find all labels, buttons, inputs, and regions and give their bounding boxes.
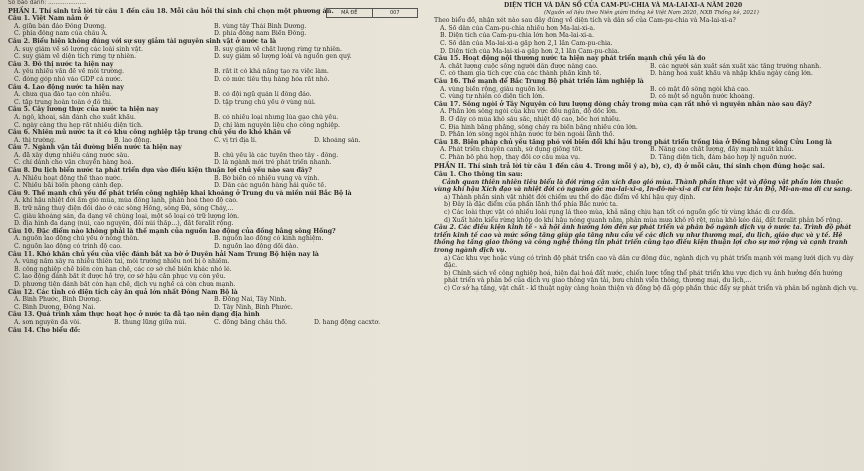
answer-option: B. Đồng Nai, Tây Ninh. bbox=[214, 296, 287, 304]
answer-option: D. là ngành mới trẻ phát triển nhanh. bbox=[214, 159, 332, 167]
answer-option: B. Bờ biển có nhiều vụng và vịnh. bbox=[214, 174, 320, 182]
answer-option: C. chỉ dành cho vận chuyển hàng hoá. bbox=[14, 159, 134, 167]
q16-answer: A. vùng biển rộng, giàu nguồn lợi. bbox=[440, 85, 547, 93]
question-prompt: Câu 6. Nhiên mũ nước ta ít có khu công nghiệp tập trung chủ yếu do khó khăn về bbox=[8, 129, 292, 137]
question-prompt: Câu 14. Cho biểu đồ: bbox=[8, 326, 81, 334]
answer-group bbox=[8, 319, 416, 327]
q17-answer: C. Địa hình bằng phẳng, sông chảy ra biển bằng nhiều cửa lớn. bbox=[440, 123, 638, 131]
q14-answer: D. Diện tích của Ma-lai-xi-a gấp hơn 2,1 lần Cam-pu-chia. bbox=[440, 47, 620, 55]
answer-option: D. địa hình đa dạng (núi, cao nguyên, đồi núi thấp...), đất feralit rộng. bbox=[14, 220, 234, 228]
q18-answer: C. Phân bố phù hợp, thay đổi cơ cấu mùa vụ. bbox=[440, 153, 581, 161]
question-prompt: Câu 8. Du lịch biển nước ta phát triển dựa vào điều kiện thuận lợi chủ yếu nào sau đây? bbox=[8, 167, 313, 175]
answer-option: A. nguồn lao động chủ yếu ở nông thôn. bbox=[14, 235, 140, 243]
candidate-number-label: Số báo danh: ..................... bbox=[8, 0, 87, 6]
answer-option: D. tập trung chủ yếu ở vùng núi. bbox=[214, 98, 316, 106]
answer-option: A. chưa qua đào tạo còn nhiều. bbox=[14, 91, 112, 99]
answer-option: B. công nghiệp chế biến còn hạn chế, các cơ sở chế biến khác nhỏ lẻ. bbox=[14, 265, 232, 273]
answer-option: A. giữa bán đảo Đông Dương. bbox=[14, 22, 107, 30]
answer-group bbox=[8, 235, 416, 250]
q15-answer: B. các người sản xuất sản xuất xác tăng trưởng nhanh. bbox=[650, 62, 822, 70]
answer-option: D. phương tiện đánh bắt còn hạn chế, dịch vụ nghề cá còn chưa mạnh. bbox=[14, 280, 236, 288]
question-list bbox=[8, 15, 416, 334]
chart-title: DIỆN TÍCH VÀ DÂN SỐ CỦA CAM-PU-CHIA VÀ MA-LAI-XI-A NĂM 2020 bbox=[504, 2, 743, 9]
answer-option: C. ngày càng thu hẹp rất nhiều diện tích. bbox=[14, 121, 143, 129]
answer-option: C. tập trung hoàn toàn ở đô thị. bbox=[14, 98, 113, 106]
answer-option: C. đóng góp nhỏ vào GDP cả nước. bbox=[14, 75, 123, 83]
answer-option: A. Nhiều hoạt động thể thao nước. bbox=[14, 174, 123, 182]
answer-option: B. nguồn lao động có kinh nghiệm. bbox=[214, 235, 324, 243]
answer-option: C. Nhiều bãi biển phong cảnh đẹp. bbox=[14, 182, 124, 190]
p2-q1-item: a) Thành phần sinh vật nhiệt đới chiếm ưu thế do đặc điểm về khí hậu quy định. bbox=[444, 193, 696, 201]
q16-answer: D. có một số nguồn nước khoáng. bbox=[650, 93, 755, 101]
question-prompt: Câu 10. Đặc điểm nào không phải là thế mạnh của nguồn lao động của đồng bằng sông Hồng? bbox=[8, 227, 336, 235]
q18-answer: B. Nâng cao chất lượng, đầy mạnh xuất khẩu. bbox=[650, 146, 794, 154]
answer-group bbox=[8, 152, 416, 167]
q15-answer: A. chất lượng cuộc sống người dân được nâng cao. bbox=[440, 62, 598, 70]
answer-option: B. thung lũng giữa núi. bbox=[114, 318, 187, 326]
answer-group bbox=[8, 114, 416, 129]
answer-option: A. ngô, khoai, sắn đánh cho xuất khẩu. bbox=[14, 113, 136, 121]
answer-option: C. giàu khoáng sản, đa dạng về chủng loại, một số loại có trữ lượng lớn. bbox=[14, 212, 240, 220]
q15-answer: D. hàng hoá xuất khẩu và nhập khẩu ngày càng lớn. bbox=[650, 70, 813, 78]
answer-option: C. Bình Dương, Đồng Nai. bbox=[14, 303, 96, 311]
answer-option: D. suy giảm số lượng loài và nguồn gen quý. bbox=[214, 53, 352, 61]
answer-option: D. Dân các nguồn hàng hải quốc tế. bbox=[214, 182, 327, 190]
answer-option: B. chủ yếu là các tuyến theo tây - đông. bbox=[214, 151, 339, 159]
question-prompt: Câu 7. Ngành vận tải đường biển nước ta hiện nay bbox=[8, 144, 182, 152]
answer-option: C. suy giảm về diện tích rừng tự nhiên. bbox=[14, 53, 137, 61]
answer-option: C. vị trí địa lí. bbox=[214, 136, 257, 144]
q14-answer: C. Số dân của Ma-lai-xi-a gấp hơn 2,1 lần Cam-pu-chia. bbox=[440, 39, 613, 47]
answer-option: D. có mức tiêu thụ hàng hóa rất nhỏ. bbox=[214, 75, 330, 83]
p2-q2-text: Câu 2. Các điều kiện kinh tế - xã hội ảnh hưởng lớn đến sự phát triển và phân bố ngành dịch vụ ở nước ta. Trình độ phát triển kinh tế cao và mức sống tăng giúp gia tăng nhu cầu về các dịch vụ như thương mại, du lịch, giáo dục và y tế. Hệ thống hạ tầng giao thông và công nghệ thông tin phát triển cũng tạo điều kiện thuận lợi cho sự mở rộng và cạnh tranh trong ngành dịch vụ. bbox=[434, 224, 852, 254]
q14-answer: A. Số dân của Cam-pu-chia nhiều hơn Ma-lai-xi-a. bbox=[440, 24, 596, 32]
q17-answer: B. Ở đây có mùa khô sâu sắc, nhiệt độ cao, bốc hơi nhiều. bbox=[440, 115, 621, 123]
answer-group bbox=[8, 296, 416, 311]
answer-group bbox=[8, 68, 416, 83]
q15-prompt: Câu 15. Hoạt động nội thương nước ta hiện nay phát triển mạnh chủ yếu là do bbox=[434, 55, 706, 63]
question-prompt: Câu 2. Biểu hiện không đúng với sự suy giảm tài nguyên sinh vật ở nước ta là bbox=[8, 37, 277, 45]
answer-option: B. rất ít có khả năng tạo ra việc làm. bbox=[214, 68, 329, 76]
p2-q1-item: c) Các loài thực vật có nhiều loài rụng lá theo mùa, khả năng chịu hạn tốt có nguồn gốc từ vùng khác di cư đến. bbox=[444, 209, 796, 217]
answer-option: B. vùng tây Thái Bình Dương. bbox=[214, 22, 307, 30]
answer-option: C. đồng bằng châu thổ. bbox=[214, 318, 287, 326]
question-prompt: Câu 13. Quá trình xâm thực hoạt học ở nước ta đã tạo nên dạng địa hình bbox=[8, 311, 260, 319]
p2-q2-item: b) Chính sách về công nghiệp hoá, hiện đại hoá đất nước, chiến lược tổng thể phát triển khu vực dịch vụ ảnh hưởng đến hướng phát triển và phân bố của dịch vụ giao thông vận tải, bưu chính viễn thông, thương mại, du lịch,... bbox=[444, 269, 843, 285]
left-column bbox=[8, 0, 416, 334]
question-prompt: Câu 9. Thế mạnh chủ yếu để phát triển công nghiệp khai khoáng ở Trung du và miền núi Bắc Bộ là bbox=[8, 189, 352, 197]
question-prompt: Câu 3. Đô thị nước ta hiện nay bbox=[8, 60, 114, 68]
p2-q1-item: d) Xuất hiện kiểu rừng khộp do khí hậu nóng quanh năm, phân mùa mưa khô rõ rệt, mùa khô kéo dài, đất feralit phân bố rộng. bbox=[444, 216, 843, 224]
answer-option: B. có đội ngũ quản lí đông đảo. bbox=[214, 91, 312, 99]
answer-option: C. phía đông nam của châu Á. bbox=[14, 30, 108, 38]
q17-answer: D. Phần lớn sông ngòi nhận nước từ bên ngoài lãnh thổ. bbox=[440, 131, 615, 139]
answer-option: D. nguồn lao động dồi dào. bbox=[214, 243, 299, 250]
answer-group bbox=[8, 175, 416, 190]
q16-answer: B. có mật độ sông ngòi khá cao. bbox=[650, 85, 750, 93]
answer-group bbox=[8, 258, 416, 288]
p2-q2-item: a) Các khu vực hoặc vùng có trình độ phát triển cao và dân cư đông đúc, ngành dịch vụ phát triển mạnh với mạng lưới dịch vụ dày đặc. bbox=[444, 254, 854, 270]
answer-option: A. thị trường. bbox=[14, 136, 56, 144]
q18-answer: D. Tăng diện tích, đảm bảo hợp lý nguồn nước. bbox=[650, 153, 797, 161]
answer-option: A. yêu nhiều vấn đề về môi trường. bbox=[14, 68, 125, 76]
answer-group bbox=[8, 197, 416, 227]
question-prompt: Câu 12. Các tỉnh có diện tích cây ăn quả lớn nhất Đông Nam Bộ là bbox=[8, 288, 238, 296]
p2-q1-prompt: Câu 1. Cho thông tin sau: bbox=[434, 171, 523, 179]
exam-code-box bbox=[326, 8, 418, 18]
q15-answer: C. có tham gia tích cực của các thành phần kinh tế. bbox=[440, 70, 602, 78]
answer-option: D. khoáng sản. bbox=[314, 136, 361, 144]
answer-option: A. đã xây dựng nhiều cảng nước sâu. bbox=[14, 151, 130, 159]
answer-option: D. phía đông nam Biển Đông. bbox=[214, 30, 307, 38]
q16-prompt: Câu 16. Thế mạnh để Bắc Trung Bộ phát triển lâm nghiệp là bbox=[434, 77, 644, 85]
part-two-title: PHẦN II. Thí sinh trả lời từ câu 1 đến câu 4. Trong mỗi ý a), b), c), d) ở mỗi câu, thí sinh chọn đúng hoặc sai. bbox=[434, 162, 825, 171]
question-prompt: Câu 5. Cây lương thực của nước ta hiện nay bbox=[8, 106, 159, 114]
answer-option: C. lao động đánh bắt ít được hỗ trợ, cơ sở hậu cần phục vụ còn yếu. bbox=[14, 273, 226, 281]
part-one-title: PHẦN I. Thí sinh trả lời từ câu 1 đến câu 18. Mỗi câu hỏi thí sinh chỉ chọn một phương án. bbox=[8, 6, 334, 15]
p2-q1-item: b) Đây là đặc điểm của phần lãnh thổ phía Bắc nước ta. bbox=[444, 201, 618, 209]
q18-prompt: Câu 18. Biện pháp chủ yếu tăng phó với biến đổi khí hậu trong phát triển trồng lúa ở Đồng bằng sông Cửu Long là bbox=[434, 138, 832, 146]
q14-answer: B. Diện tích của Cam-pu-chia lớn hơn Ma-lai-xi-a. bbox=[440, 32, 594, 40]
exam-code-label: MÃ ĐỀ bbox=[327, 9, 373, 17]
answer-option: D. Tây Ninh, Bình Phước. bbox=[214, 303, 293, 311]
answer-option: D. chỉ làm nguyên liệu cho công nghiệp. bbox=[214, 121, 340, 129]
answer-option: B. trữ năng thuỷ điện đồi dào ở các sông Hồng, sông Đà, sông Chảy,... bbox=[14, 205, 234, 213]
right-column bbox=[434, 2, 858, 293]
answer-option: D. hang động cacxtơ. bbox=[314, 318, 381, 326]
q16-answer: C. vùng tự nhiên có diện tích lớn. bbox=[440, 93, 545, 101]
question-prompt: Câu 1. Việt Nam nằm ở bbox=[8, 15, 88, 23]
answer-option: A. vùng nằm xây ra nhiều thiên tai, môi trường nhiều nơi bị ô nhiễm. bbox=[14, 258, 230, 266]
answer-option: B. có nhiều loại nhưng lúa gạo chủ yếu. bbox=[214, 113, 339, 121]
answer-group bbox=[8, 91, 416, 106]
q14-prompt: Theo biểu đồ, nhận xét nào sau đây đúng về diện tích và dân số của Cam-pu-chia và Ma-lai-xi-a? bbox=[434, 17, 736, 25]
chart-source: (Nguồn số liệu theo Niên giám thống kê Việt Nam 2020, NXB Thống kê, 2021) bbox=[544, 9, 759, 16]
p2-q2-item: c) Cơ sở hạ tầng, vật chất - kĩ thuật ngày càng hoàn thiện và đồng bộ đã góp phần thúc đẩy sự phát triển và phân bố ngành dịch vụ. bbox=[444, 284, 858, 292]
answer-group bbox=[8, 23, 416, 38]
answer-option: A. suy giảm về số lượng các loài sinh vật. bbox=[14, 45, 143, 53]
answer-option: A. Bình Phước, Bình Dương. bbox=[14, 296, 102, 304]
q17-answer: A. Phần lớn sông ngòi của khu vực đều ngắn, độ dốc lớn. bbox=[440, 108, 618, 116]
question-prompt: Câu 11. Khó khăn chủ yếu của việc đánh bắt xa bờ ở Duyên hải Nam Trung Bộ hiện nay là bbox=[8, 250, 319, 258]
exam-code-value: 007 bbox=[389, 10, 400, 16]
answer-option: A. sơn nguyên đá vôi. bbox=[14, 318, 82, 326]
q17-prompt: Câu 17. Sông ngòi ở Tây Nguyên có lưu lượng dòng chảy trong mùa cạn rất nhỏ vì nguyên nhân nào sau đây? bbox=[434, 100, 812, 108]
q18-answer: A. Phát triển chuyên canh, sử dụng giống tốt. bbox=[440, 146, 583, 154]
answer-option: A. khí hậu nhiệt đới ẩm gió mùa, mùa đông lạnh, phân hoá theo độ cao. bbox=[14, 197, 238, 205]
question-prompt: Câu 4. Lao động nước ta hiện nay bbox=[8, 83, 124, 91]
p2-q1-text: Cảnh quan thiên nhiên tiêu biểu là đới rừng cận xích đạo gió mùa. Thành phần thực vật và động vật phần lớn thuộc vùng khí hậu Xích đạo và nhiệt đới có nguồn gốc ma-lai-xi-a, In-đô-nê-xi-a di cư lên hoặc từ Ấn Độ, Mi-an-ma di cư sang. bbox=[434, 178, 853, 194]
answer-group bbox=[8, 46, 416, 61]
answer-option: B. suy giảm về chất lượng rừng tự nhiên. bbox=[214, 45, 342, 53]
answer-option: C. nguồn lao động có trình độ cao. bbox=[14, 243, 122, 250]
answer-option: B. lao động. bbox=[114, 136, 152, 144]
